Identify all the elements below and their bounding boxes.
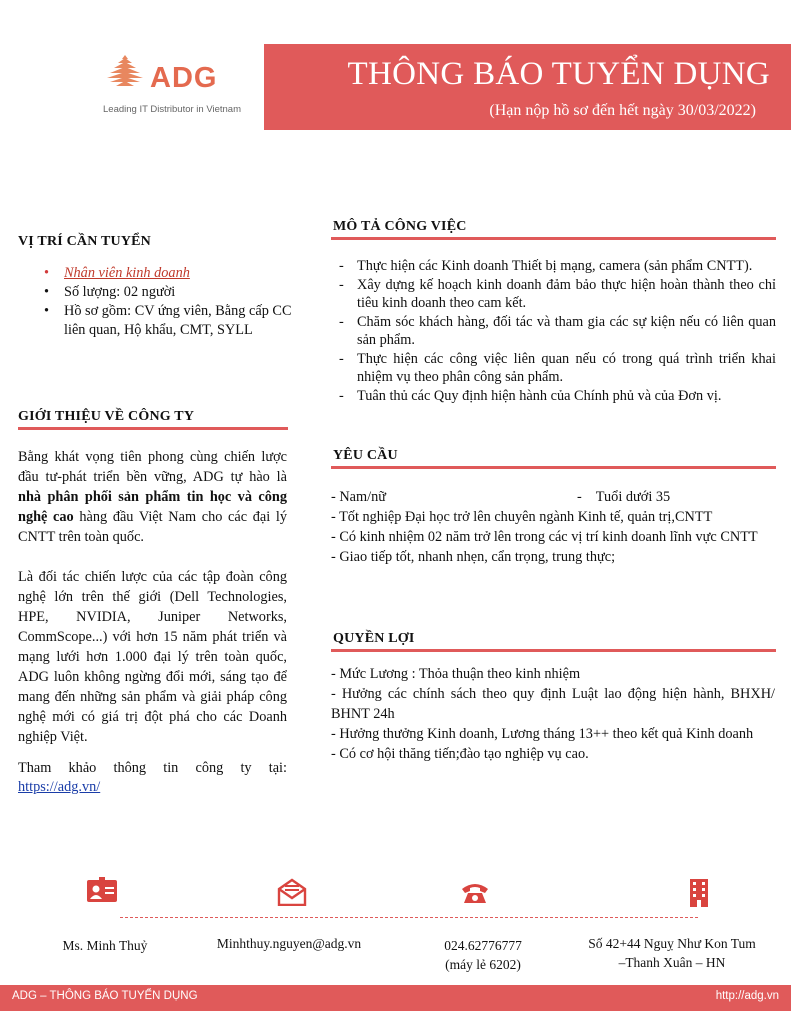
job-item: - Thực hiện các công việc liên quan nếu có trong quá trình triển khai nhiệm vụ theo phân công sản phẩm. xyxy=(357,350,776,387)
job-divider xyxy=(331,237,776,240)
footer-title: ADG – THÔNG BÁO TUYỂN DỤNG xyxy=(12,990,198,1002)
id-card-icon xyxy=(86,877,118,903)
logo-tagline: Leading IT Distributor in Vietnam xyxy=(103,104,242,115)
position-item: • Nhân viên kinh doanh xyxy=(64,264,292,283)
company-reference: Tham khảo thông tin công ty tại: xyxy=(18,760,287,776)
benefit-item: - Hưởng thưởng Kinh doanh, Lương tháng 13++ theo kết quả Kinh doanh xyxy=(331,726,754,742)
contact-email[interactable]: Minhthuy.nguyen@adg.vn xyxy=(216,936,362,951)
position-list xyxy=(42,264,292,340)
contact-divider xyxy=(120,917,698,918)
requirement-item: - Giao tiếp tốt, nhanh nhẹn, cẩn trọng, trung thực; xyxy=(331,549,616,565)
job-item: - Tuân thủ các Quy định hiện hành của Chính phủ và của Đơn vị. xyxy=(357,387,776,406)
company-link[interactable] xyxy=(18,777,100,797)
job-list xyxy=(331,257,776,405)
position-item: • Số lượng: 02 người xyxy=(64,283,292,302)
requirement-gender: - Nam/nữ xyxy=(331,489,386,505)
requirements-heading: YÊU CẦU xyxy=(333,448,398,463)
job-item: - Chăm sóc khách hàng, đối tác và tham gia các sự kiện nếu có liên quan sản phẩm. xyxy=(357,313,776,350)
job-heading: MÔ TẢ CÔNG VIỆC xyxy=(333,219,467,234)
logo-mark-icon xyxy=(105,54,145,88)
logo-name: ADG xyxy=(150,62,218,94)
requirement-lines xyxy=(331,507,775,567)
phone-number[interactable]: 024.62776777 xyxy=(444,938,522,953)
company-partners: Là đối tác chiến lược của các tập đoàn công nghệ lớn trên thế giới (Dell Technologies, HPE, NVIDIA, Juniper Networks, CommScope...) với hơn 15 năm phát triển và mạng lưới hơn 1.000 đại lý trên toàn quốc, ADG luôn không ngừng đổi mới, sáng tạo để mang đến những sản phẩm và giải pháp công nghệ mới có giá trị đột phá cho các Doanh nghiệp Việt. xyxy=(18,569,287,745)
benefits-heading: QUYỀN LỢI xyxy=(333,631,415,646)
benefit-item: - Mức Lương : Thỏa thuận theo kinh nhiệm xyxy=(331,666,581,682)
benefit-item: - Hưởng các chính sách theo quy định Luật lao động hiện hành, BHXH/ BHNT 24h xyxy=(331,686,775,722)
telephone-icon xyxy=(461,882,489,904)
address-line: Số 42+44 Nguỵ Như Kon Tum xyxy=(588,936,756,951)
benefit-item: - Có cơ hội thăng tiến;đào tạo nghiệp vụ cao. xyxy=(331,746,589,762)
company-heading: GIỚI THIỆU VỀ CÔNG TY xyxy=(18,409,195,424)
position-heading: VỊ TRÍ CẦN TUYỂN xyxy=(18,234,151,249)
building-icon xyxy=(688,878,710,908)
job-item: - Thực hiện các Kinh doanh Thiết bị mạng, camera (sản phẩm CNTT). xyxy=(357,257,776,276)
envelope-icon xyxy=(277,878,307,906)
phone-extension: (máy lẻ 6202) xyxy=(445,957,521,972)
benefit-lines xyxy=(331,664,775,764)
requirement-item: - Tốt nghiệp Đại học trở lên chuyên ngành Kinh tế, quản trị,CNTT xyxy=(331,509,713,525)
company-intro: Bằng khát vọng tiên phong cùng chiến lược đầu tư-phát triển bền vững, ADG tự hào là nhà phân phối sản phẩm tin học và công nghệ cao hàng đầu Việt Nam cho các đại lý CNTT trên toàn quốc. xyxy=(18,449,287,545)
contact-phone xyxy=(418,936,548,974)
company-url[interactable]: https://adg.vn/ xyxy=(18,779,101,795)
contact-name: Ms. Minh Thuỷ xyxy=(62,938,148,953)
requirement-item: - Có kinh nhiệm 02 năm trở lên trong các vị trí kinh doanh lĩnh vực CNTT xyxy=(331,529,758,545)
requirement-age: - Tuổi dưới 35 xyxy=(577,489,671,505)
benefits-divider xyxy=(331,649,776,652)
footer-url[interactable]: http://adg.vn xyxy=(715,990,779,1002)
address-line: –Thanh Xuân – HN xyxy=(618,955,726,970)
contact-address xyxy=(572,934,772,972)
requirements-divider xyxy=(331,466,776,469)
position-item: • Hồ sơ gồm: CV ứng viên, Bằng cấp CC liên quan, Hộ khẩu, CMT, SYLL xyxy=(64,302,292,340)
job-item: - Xây dựng kế hoạch kinh doanh đảm bảo thực hiện hoàn thành theo chỉ tiêu kinh doanh theo cam kết. xyxy=(357,276,776,313)
company-divider xyxy=(18,427,288,430)
page-title: THÔNG BÁO TUYỂN DỤNG xyxy=(347,56,770,92)
deadline-subtitle: (Hạn nộp hồ sơ đến hết ngày 30/03/2022) xyxy=(489,102,756,119)
